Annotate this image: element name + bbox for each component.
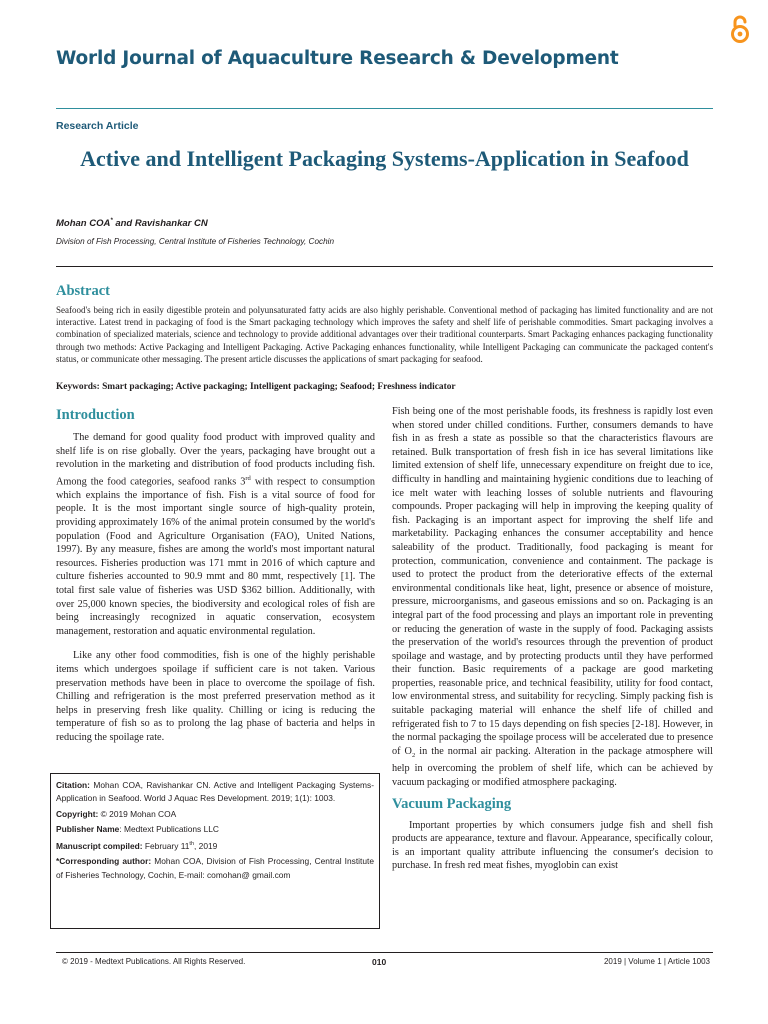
subscript: 2 [411, 751, 416, 759]
corresponding-label: *Corresponding author: [56, 856, 152, 867]
text-run: with respect to consumption which explains the importance of fish. Fish is a vital source of food for people. It is the most important single source of high-quality protein, providing approximately 16% of the animal protein consumed by the world's population (Food and Agriculture Organisation (FAO), United Nations, 1997). By any measure, fishes are among the world's most important natural resources. Fisheries production was 171 mmt in 2016 of which capture and culture fisheries accounted to 90.9 mmt and 80 mmt, respectively [1]. The total first sale value of fisheries was USD $362 billion. Additionally, with over 25,000 known species, the biodiversity and ecological roles of fish are being increasingly recognized in aquatic conservation, ecosystem management, restoration and aquatic environmental regulation. [56, 476, 375, 637]
publisher-line [56, 823, 374, 836]
introduction-paragraph-1 [56, 431, 375, 638]
vacuum-packaging-heading: Vacuum Packaging [392, 795, 512, 812]
copyright-line [56, 808, 374, 821]
manuscript-text: , 2019 [194, 840, 218, 851]
abstract-text: Seafood's being rich in easily digestible protein and polyunsaturated fatty acids are also highly perishable. Conventional method of packaging has limited functionality and are not interactive. Latest trend in packaging of food is the Smart packaging technology which improves the safety and shelf life of perishable commodities. Smart packaging involves a combination of specialized materials, science and technology to provide additional advantages over their traditional counterparts. Smart Packaging enhances packaging functionality through two methods: Active Packaging and Intelligent Packaging. Active Packaging enhances functionality, while Intelligent Packaging can communicate the packaged content's status, or communicate other messaging. The present article discusses the applications of smart packaging for seafood. [56, 305, 713, 364]
introduction-paragraph-2: Like any other food commodities, fish is one of the highly perishable items which undergoes spoilage if sufficient care is not taken. Various preservation methods have been in place to overcome the spoilage of fish. Chilling and refrigeration is the most preferred preservation method as it helps in preserving fresh like quality. Chilling or icing is reducing the temperature of fish so as to prolong the lag phase of bacteria and helps in reducing the spoilage rate. [56, 650, 375, 743]
keywords: Keywords: Smart packaging; Active packaging; Intelligent packaging; Seafood; Freshness indicator [56, 382, 456, 392]
corresponding-text: Mohan COA, Division of Fish Processing, Central Institute of Fisheries Technology, Cochin, E-mail: comohan@ gmail.com [56, 856, 374, 880]
author-names-rest: and Ravishankar CN [112, 218, 208, 230]
superscript: th [189, 841, 195, 848]
corresponding-author-line [56, 855, 374, 882]
article-type: Research Article [56, 120, 139, 132]
citation-text: Mohan COA, Ravishankar CN. Active and Intelligent Packaging Systems-Application in Seafood. World J Aquac Res Development. 2019; 1(1): 1003. [56, 780, 374, 804]
section-divider [56, 266, 713, 267]
header-divider [56, 108, 713, 109]
citation-box [50, 773, 380, 929]
journal-title: World Journal of Aquaculture Research & Development [56, 48, 619, 69]
text-run: in the normal air packing. Alteration in the package atmosphere will help in overcoming the problem of shelf life, which can be achieved by vacuum packaging or modified atmosphere packaging. [392, 745, 713, 789]
authors [56, 218, 208, 229]
author-names: Mohan COA [56, 218, 111, 230]
manuscript-text: February 11 [142, 840, 190, 851]
left-column [56, 405, 375, 755]
page-number: 010 [372, 957, 387, 967]
body-paragraph [392, 405, 713, 790]
publisher-label: Publisher Name [56, 823, 120, 834]
publisher-text: : Medtext Publications LLC [119, 823, 219, 834]
manuscript-line [56, 838, 374, 853]
text-run: Fish being one of the most perishable foods, its freshness is rapidly lost even when stored under chilled conditions. Further, consumers demands to have fish in as fresh a state as possible so that the characteristics flavours are retained. Bulk transportation of fresh fish in ice has several limitations like limited extension of shelf life, unnecessary expenditure on freight due to ice, difficulty in handling and maintaining hygienic conditions due to leaching of ice melt water with leaching losses of soluble nutrients and flavouring compounds. Proper packaging will help in improving the keeping quality of fish. Packaging is an important aspect for improving the shelf life and marketability. Packaging enhances the consumer acceptability and hence saleability of the product. Traditionally, food packaging is meant for protection, communication, convenience and containment. The package is used to protect the product from the deteriorative effects of the external environmental conditionals like heat, light, presence or absence of moisture, pressure, microorganisms, and gaseous emissions and so on. Packaging is an integral part of the food processing and plays an important role in preventing or reducing the generation of waste in the supply of food. Packaging assists the preservation of the world's resources through the prevention of product spoilage and wastage, and by protecting products until they have performed their function. Basic requirements of a package are good marketing properties, reasonable price, and technical feasibility, utility for food contact, low environmental stress, and suitability for recycling. Simply packing fish is suitable packaging material will enhance the shelf life of chilled and refrigerated fish to 7 to 15 days depending on fish species [2-18]. However, in the normal packaging the spoilage process will be accelerated due to presence of O [392, 406, 713, 757]
copyright-text: © 2019 Mohan COA [98, 808, 177, 819]
article-title: Active and Intelligent Packaging Systems-Application in Seafood [80, 146, 689, 171]
citation-line [56, 779, 374, 806]
footer-copyright: © 2019 - Medtext Publications. All Rights Reserved. [62, 957, 246, 966]
vacuum-packaging-paragraph: Important properties by which consumers judge fish and shell fish products are appearance, texture and flavour. Appearance, specifically colour, is an important quality attribute influencing the consumer's decision to purchase. In fresh red meat fishes, myoglobin can exist [392, 819, 713, 872]
superscript: rd [245, 474, 251, 482]
footer-volume-info: 2019 | Volume 1 | Article 1003 [603, 957, 710, 966]
manuscript-label: Manuscript compiled: [56, 840, 143, 851]
open-access-icon [728, 14, 752, 44]
citation-label: Citation: [56, 780, 90, 790]
affiliation: Division of Fish Processing, Central Institute of Fisheries Technology, Cochin [56, 237, 335, 246]
text-run: The demand for good quality food product with improved quality and shelf life is on rise globally. Over the years, packaging have brought out a revolution in the marketing and distribution of food products including fish. Among the food categories, seafood ranks 3 [56, 432, 375, 488]
corresponding-mark: * [110, 218, 113, 224]
abstract-heading: Abstract [56, 283, 110, 299]
introduction-heading: Introduction [56, 407, 135, 423]
copyright-label: Copyright: [56, 808, 99, 819]
right-column [392, 405, 713, 884]
footer-divider [56, 952, 713, 953]
